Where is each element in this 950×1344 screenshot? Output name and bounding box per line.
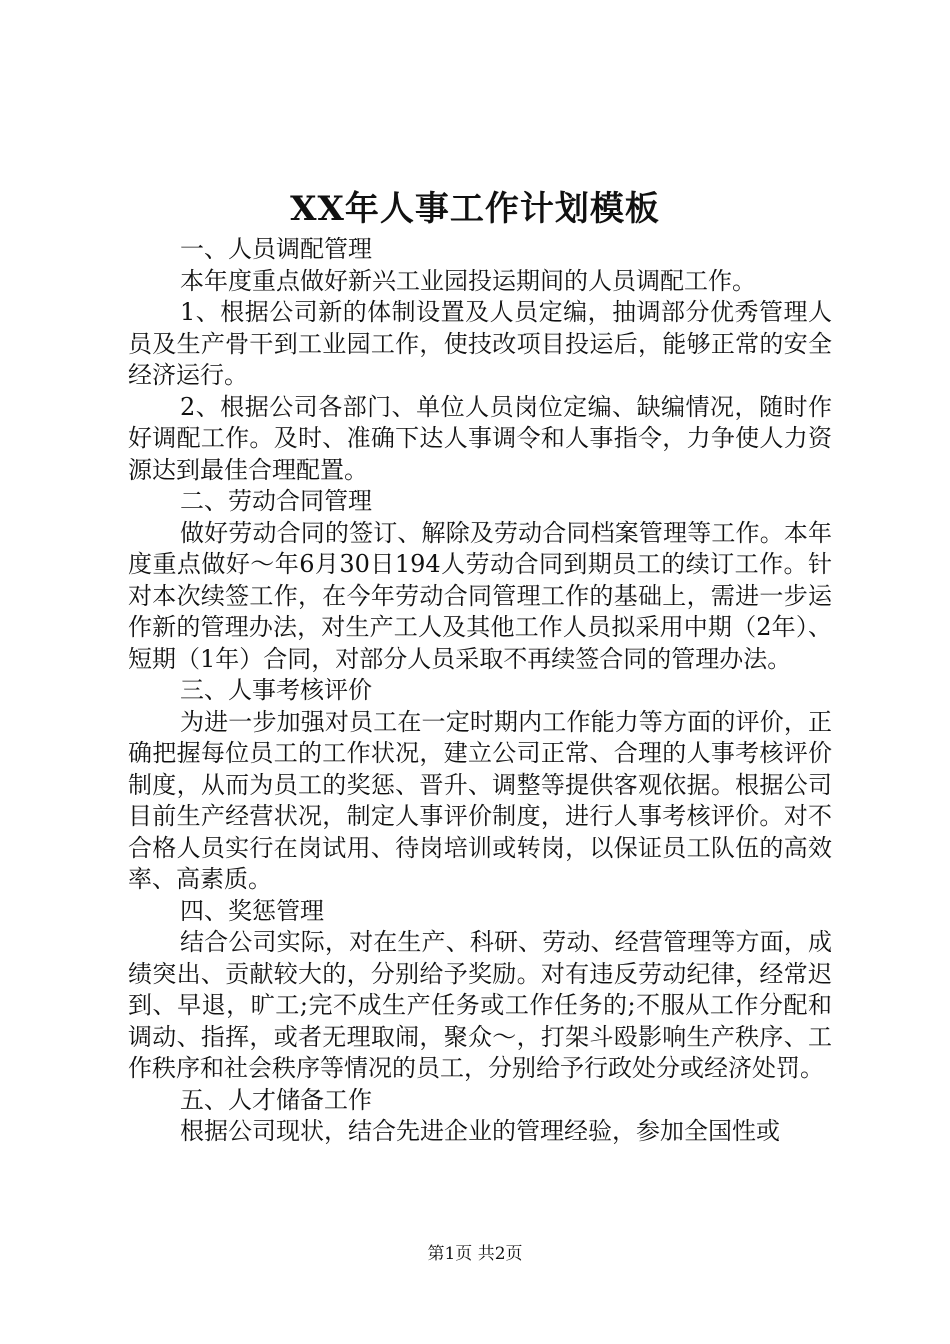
paragraph: 结合公司实际，对在生产、科研、劳动、经营管理等方面，成绩突出、贡献较大的，分别给予奖励。对有违反劳动纪律，经常迟到、早退，旷工;完不成生产任务或工作任务的;不服从工作分配和调动、指挥，或者无理取闹，聚众～，打架斗殴影响生产秩序、工作秩序和社会秩序等情况的员工，分别给予行政处分或经济处罚。 — [128, 928, 832, 1082]
section-heading-3: 三、人事考核评价 — [180, 676, 372, 704]
page-footer: 第1页 共2页 — [427, 1244, 523, 1264]
paragraph: 做好劳动合同的签订、解除及劳动合同档案管理等工作。本年度重点做好～年6月30日194人劳动合同到期员工的续订工作。针对本次续签工作，在今年劳动合同管理工作的基础上，需进一步运作新的管理办法，对生产工人及其他工作人员拟采用中期（2年）、短期（1年）合同，对部分人员采取不再续签合同的管理办法。 — [128, 518, 832, 673]
section-heading-5: 五、人才储备工作 — [180, 1085, 372, 1114]
paragraph: 为进一步加强对员工在一定时期内工作能力等方面的评价，正确把握每位员工的工作状况，建立公司正常、合理的人事考核评价制度，从而为员工的奖惩、晋升、调整等提供客观依据。根据公司目前生产经营状况，制定人事评价制度，进行人事考核评价。对不合格人员实行在岗试用、待岗培训或转岗，以保证员工队伍的高效率、高素质。 — [128, 707, 832, 893]
document-body — [128, 234, 832, 1148]
section-heading-4: 四、奖惩管理 — [180, 896, 324, 925]
section-heading-2: 二、劳动合同管理 — [180, 487, 372, 515]
paragraph: 2、根据公司各部门、单位人员岗位定编、缺编情况，随时作好调配工作。及时、准确下达人事调令和人事指令，力争使人力资源达到最佳合理配置。 — [128, 392, 832, 484]
paragraph: 根据公司现状，结合先进企业的管理经验，参加全国性或 — [180, 1117, 780, 1145]
paragraph: 1、根据公司新的体制设置及人员定编，抽调部分优秀管理人员及生产骨干到工业园工作，使技改项目投运后，能够正常的安全经济运行。 — [128, 298, 832, 389]
document-title: XX年人事工作计划模板 — [290, 189, 660, 229]
section-heading-1: 一、人员调配管理 — [180, 235, 372, 263]
paragraph: 本年度重点做好新兴工业园投运期间的人员调配工作。 — [180, 266, 756, 295]
